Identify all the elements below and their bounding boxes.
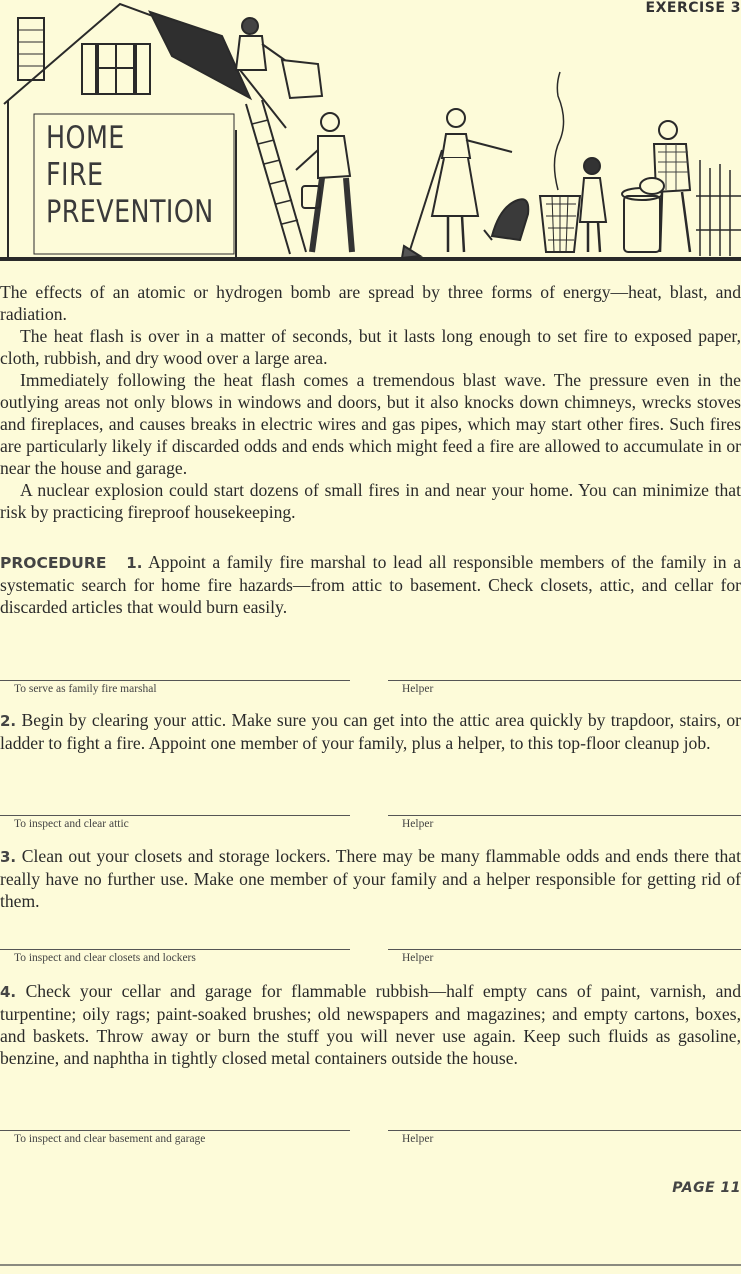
step-number: 4.: [0, 983, 17, 1001]
signature-line-right[interactable]: [388, 815, 741, 816]
signature-label-left: To inspect and clear closets and lockers: [14, 952, 196, 964]
signature-line-right[interactable]: [388, 949, 741, 950]
title-line-prevention: PREVENTION: [46, 194, 214, 230]
signature-line-left[interactable]: [0, 680, 350, 681]
title-line-home: HOME: [46, 120, 125, 156]
intro-paragraph: The heat flash is over in a matter of seconds, but it lasts long enough to set fire to exposed paper, cloth, rubbish, and dry wood over a large area.: [0, 326, 741, 368]
page-title: [46, 120, 250, 231]
procedure-heading: PROCEDURE: [0, 554, 107, 572]
step-text: Appoint a family fire marshal to lead all responsible members of the family in a systematic search for home fire hazards—from attic to basement. Check closets, attic, and cellar for discarded articles that would burn easily.: [0, 552, 741, 617]
intro-paragraph: Immediately following the heat flash comes a tremendous blast wave. The pressure even in the outlying areas not only blows in windows and doors, but it also knocks down chimneys, wrecks stoves and fireplaces, and causes breaks in electric wires and gas pipes, which may start other fires. Such fires are particularly likely if discarded odds and ends which might feed a fire are allowed to accumulate in or near the house and garage.: [0, 370, 741, 478]
signature-label-left: To serve as family fire marshal: [14, 683, 157, 695]
step-number: 2.: [0, 712, 17, 730]
intro-text: [0, 281, 741, 523]
step-number: 3.: [0, 848, 17, 866]
intro-paragraph: The effects of an atomic or hydrogen bomb are spread by three forms of energy—heat, blast, and radiation.: [0, 282, 741, 324]
exercise-label: EXERCISE 3: [645, 0, 741, 16]
procedure-step-4: [0, 980, 741, 1069]
signature-label-right: Helper: [402, 818, 434, 830]
step-number: 1.: [126, 554, 143, 572]
intro-paragraph: A nuclear explosion could start dozens of small fires in and near your home. You can minimize that risk by practicing fireproof housekeeping.: [0, 480, 741, 522]
signature-line-left[interactable]: [0, 815, 350, 816]
signature-line-right[interactable]: [388, 1130, 741, 1131]
step-text: Clean out your closets and storage lockers. There may be many flammable odds and ends there that really have no further use. Make one member of your family and a helper responsible for getting rid of them.: [0, 846, 741, 911]
step-text: Begin by clearing your attic. Make sure you can get into the attic area quickly by trapdoor, stairs, or ladder to fight a fire. Appoint one member of your family, plus a helper, to this top-floor cleanup job.: [0, 710, 741, 753]
signature-row: [0, 815, 741, 835]
signature-line-right[interactable]: [388, 680, 741, 681]
signature-row: [0, 949, 741, 969]
signature-line-left[interactable]: [0, 949, 350, 950]
signature-label-right: Helper: [402, 952, 434, 964]
bottom-rule: [0, 1264, 741, 1266]
signature-label-left: To inspect and clear attic: [14, 818, 129, 830]
signature-label-left: To inspect and clear basement and garage: [14, 1133, 206, 1145]
procedure-step-2: [0, 709, 741, 754]
signature-line-left[interactable]: [0, 1130, 350, 1131]
procedure-step-3: [0, 845, 741, 912]
signature-label-right: Helper: [402, 1133, 434, 1145]
title-line-fire: FIRE: [46, 157, 104, 193]
signature-label-right: Helper: [402, 683, 434, 695]
procedure-step-1: [0, 551, 741, 618]
step-text: Check your cellar and garage for flammable rubbish—half empty cans of paint, varnish, and turpentine; oily rags; paint-soaked brushes; old newspapers and magazines; and empty cartons, boxes, and baskets. Throw away or burn the stuff you will never use again. Keep such fluids as gasoline, benzine, and naphtha in tightly closed metal containers outside the house.: [0, 981, 741, 1068]
signature-row: [0, 1130, 741, 1150]
page-number: PAGE 11: [672, 1180, 741, 1196]
signature-row: [0, 680, 741, 700]
